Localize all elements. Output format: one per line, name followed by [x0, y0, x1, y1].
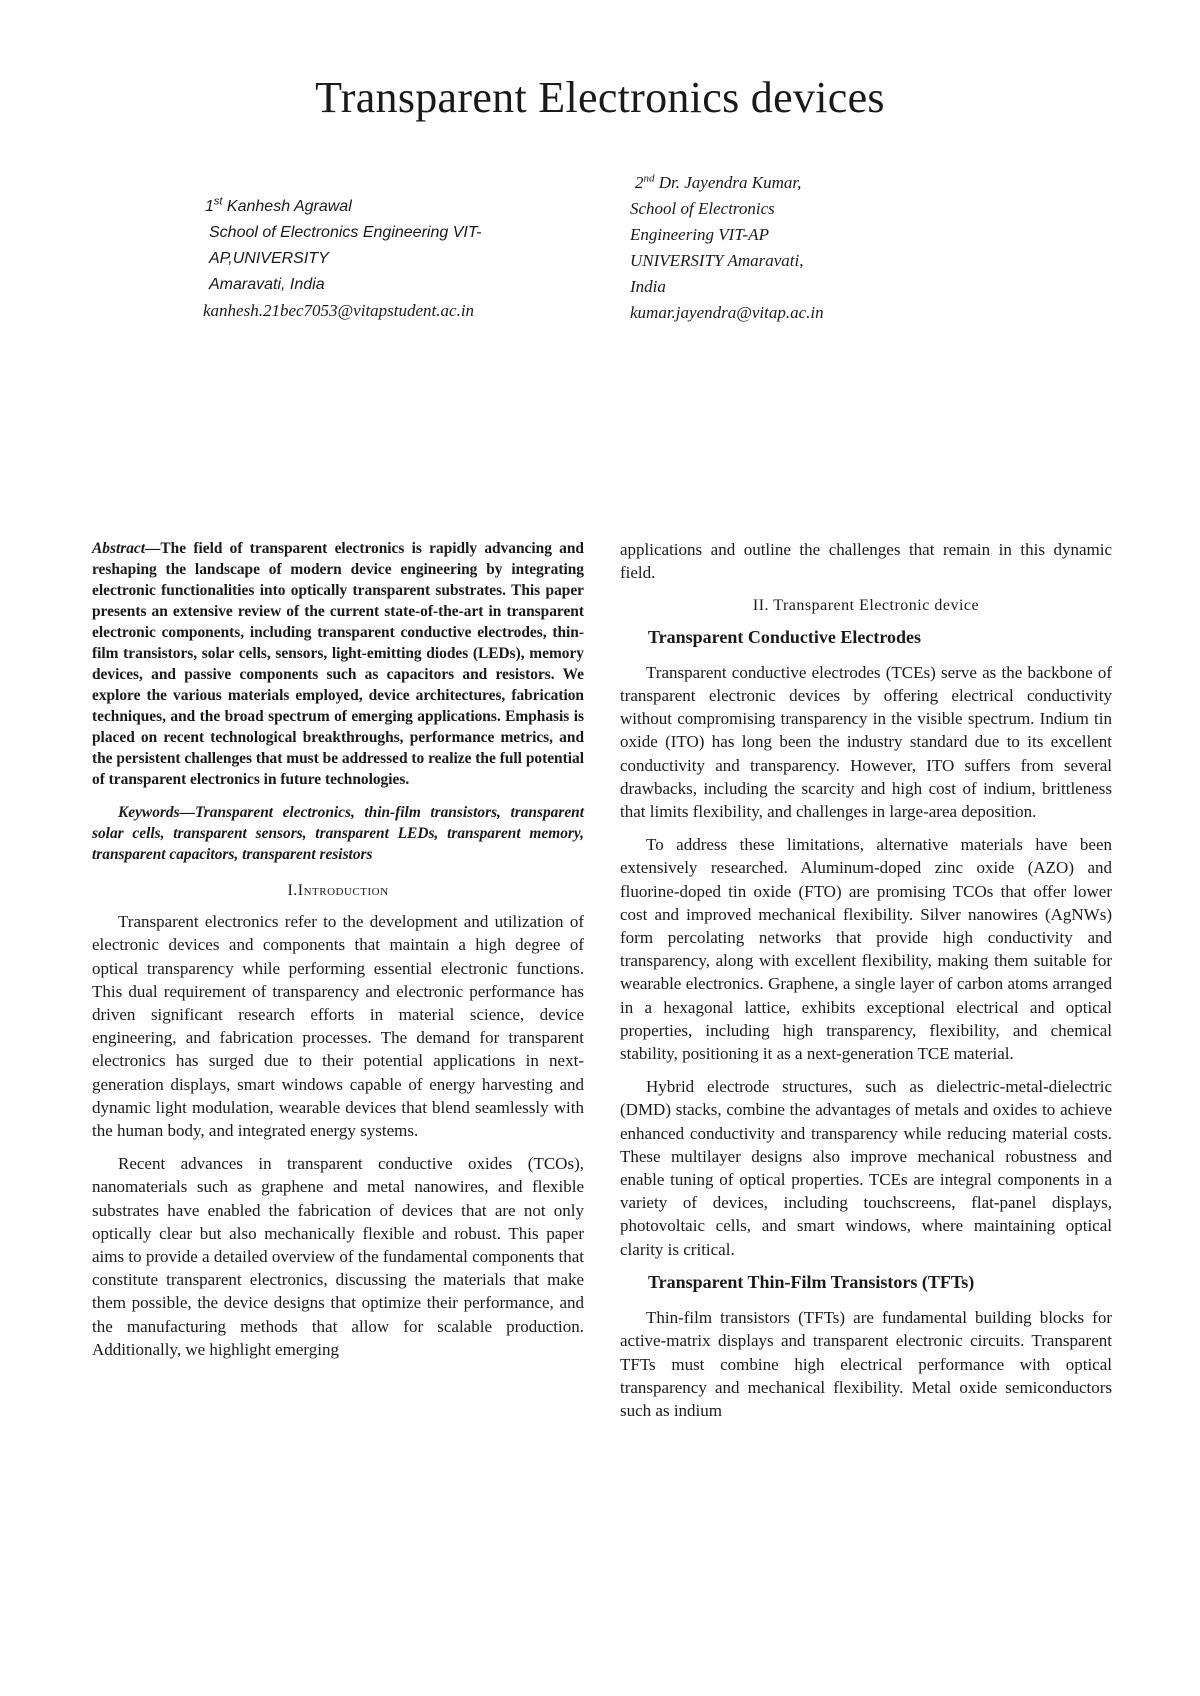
paper-title: Transparent Electronics devices — [315, 73, 885, 122]
author-affiliation: UNIVERSITY Amaravati, — [630, 251, 804, 270]
author-email[interactable]: kanhesh.21bec7053@vitapstudent.ac.in — [203, 301, 475, 320]
tce-paragraph-2: To address these limitations, alternative materials have been extensively researched. Aluminum-doped zinc oxide (AZO) and fluorine-doped tin oxide (FTO) are promising TCOs that offer lower cost and improved mechanical flexibility. Silver nanowires (AgNWs) form percolating networks that provide high conductivity and transparency, along with excellent flexibility, making them suitable for wearable electronics. Graphene, a single layer of carbon atoms arranged in a hexagonal lattice, exhibits exceptional electrical and optical properties, including high transparency, flexibility, and chemical stability, positioning it as a next-generation TCE material. — [620, 835, 1112, 1064]
author-location: India — [630, 277, 666, 296]
abstract-text: The field of transparent electronics is rapidly advancing and reshaping the landscape of modern device engineering by integrating electronic functionalities into optically transparent substrates. This paper presents an extensive review of the current state-of-the-art in transparent electronic components, including transparent conductive electrodes, thin-film transistors, solar cells, sensors, light-emitting diodes (LEDs), memory devices, and passive components such as capacitors and resistors. We explore the various materials employed, device architectures, fabrication techniques, and the broad spectrum of emerging applications. Emphasis is placed on recent technological breakthroughs, performance metrics, and the persistent challenges that must be addressed to realize the full potential of transparent electronics in future technologies. — [92, 540, 584, 788]
author-email[interactable]: kumar.jayendra@vitap.ac.in — [630, 303, 824, 322]
abstract — [92, 538, 584, 790]
subsection-heading-tft: Transparent Thin-Film Transistors (TFTs) — [648, 1271, 975, 1292]
intro-paragraph-2-continued: applications and outline the challenges that remain in this dynamic field. — [620, 540, 1112, 583]
author-block-2 — [630, 170, 890, 326]
tce-paragraph-3: Hybrid electrode structures, such as dielectric-metal-dielectric (DMD) stacks, combine the advantages of metals and oxides to achieve enhanced conductivity and transparency while reducing material costs. These multilayer designs also improve mechanical robustness and enable tuning of optical properties. TCEs are integral components in a variety of devices, including touchscreens, flat-panel displays, photovoltaic cells, and smart windows, where maintaining optical clarity is critical. — [620, 1077, 1112, 1259]
subsection-heading-tce: Transparent Conductive Electrodes — [648, 626, 921, 647]
author-location: Amaravati, India — [209, 276, 325, 293]
keywords: Keywords—Transparent electronics, thin-film transistors, transparent solar cells, transparent sensors, transparent LEDs, transparent memory, transparent capacitors, transparent resistors — [92, 804, 584, 863]
author-name: 2nd Dr. Jayendra Kumar, — [635, 172, 802, 192]
author-affiliation: School of Electronics Engineering VIT- — [209, 224, 482, 241]
section-heading-2: II. Transparent Electronic device — [752, 597, 980, 615]
section-heading-introduction: I.Introduction — [287, 882, 389, 899]
author-affiliation: Engineering VIT-AP — [630, 225, 769, 244]
tft-paragraph-1: Thin-film transistors (TFTs) are fundamental building blocks for active-matrix displays and transparent electronic circuits. Transparent TFTs must combine high electrical performance with optical transparency and mechanical flexibility. Metal oxide semiconductors such as indium — [620, 1308, 1112, 1420]
author-affiliation: AP,UNIVERSITY — [209, 250, 329, 267]
intro-paragraph-2: Recent advances in transparent conductive oxides (TCOs), nanomaterials such as graphene and metal nanowires, and flexible substrates have enabled the fabrication of devices that are not only optically clear but also mechanically flexible and robust. This paper aims to provide a detailed overview of the fundamental components that constitute transparent electronics, discussing the materials that make them possible, the device designs that optimize their performance, and the manufacturing methods that allow for scalable production. Additionally, we highlight emerging — [92, 1154, 584, 1359]
abstract-label: Abstract— — [92, 540, 161, 557]
author-name: 1st Kanhesh Agrawal — [205, 195, 352, 215]
author-affiliation: School of Electronics — [630, 199, 775, 218]
author-block-1 — [205, 194, 545, 324]
right-column — [620, 538, 1112, 1422]
left-column — [92, 538, 584, 1361]
intro-paragraph-1: Transparent electronics refer to the development and utilization of electronic devices and components that maintain a high degree of optical transparency while performing essential electronic functions. This dual requirement of transparency and electronic performance has driven significant research efforts in material science, device engineering, and fabrication processes. The demand for transparent electronics has surged due to their potential applications in next-generation displays, smart windows capable of energy harvesting and dynamic light modulation, wearable devices that blend seamlessly with the human body, and integrated energy systems. — [92, 912, 584, 1141]
tce-paragraph-1: Transparent conductive electrodes (TCEs) serve as the backbone of transparent electronic devices by offering electrical conductivity without compromising transparency in the visible spectrum. Indium tin oxide (ITO) has long been the industry standard due to its excellent conductivity and transparency. However, ITO suffers from several drawbacks, including the scarcity and high cost of indium, brittleness that limits flexibility, and challenges in large-area deposition. — [620, 662, 1112, 822]
